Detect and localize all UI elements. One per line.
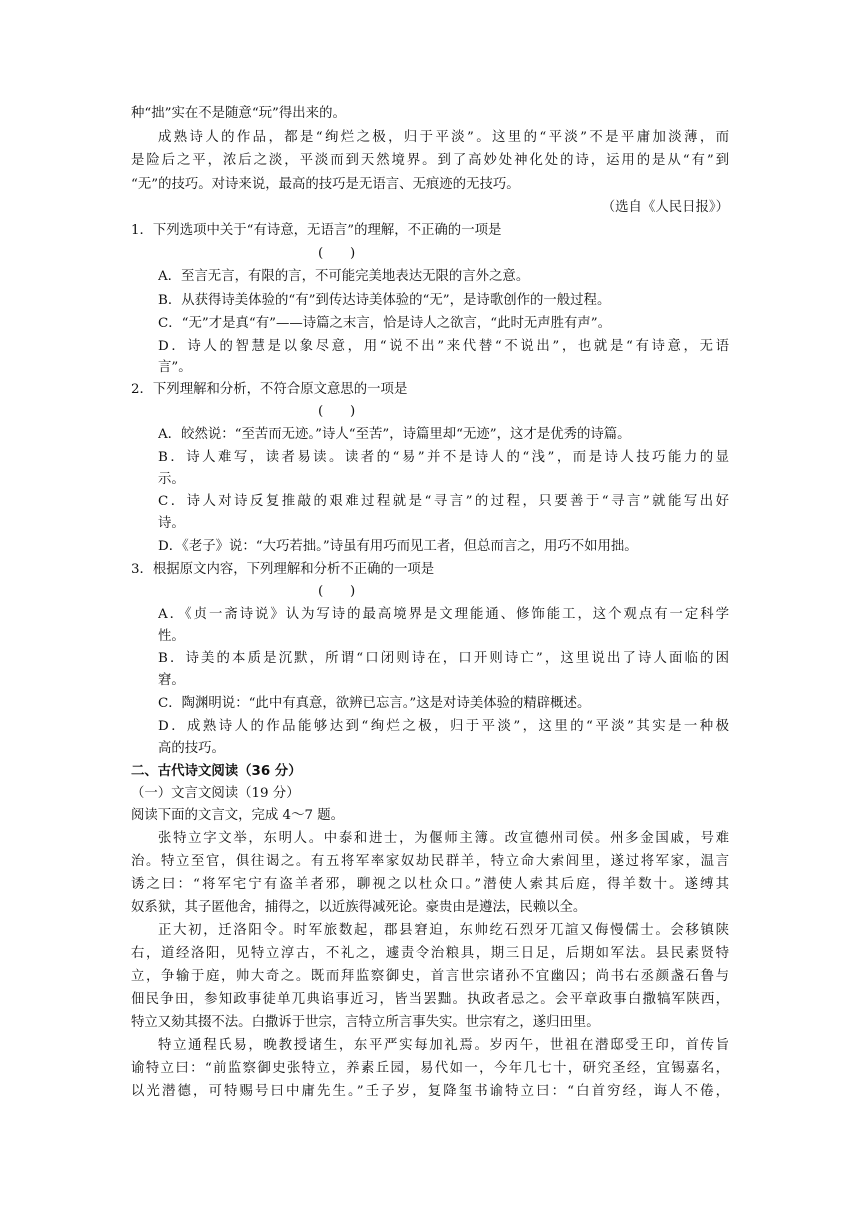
answer-blank: ( ) (318, 404, 356, 419)
passage-line: 种“拙”实在不是随意“玩”得出来的。 (131, 106, 346, 121)
question-1-stem: 1．下列选项中关于“有诗意，无语言”的理解，不正确的一项是 (131, 223, 502, 238)
answer-blank: ( ) (318, 246, 356, 261)
option-b: B．诗人难写，读者易读。读者的“易”并不是诗人的“浅”，而是诗人技巧能力的显 (158, 450, 729, 465)
option-a: A．至言无言，有限的言，不可能完美地表达无限的言外之意。 (158, 269, 530, 284)
classical-text-line: 立，争输于庭，帅大奇之。既而拜监察御史，首言世宗诸孙不宜幽囚；尚书右丞颜盏石鲁与 (131, 969, 729, 984)
instruction: 阅读下面的文言文，完成 4～7 题。 (131, 808, 345, 823)
question-3-stem: 3．根据原文内容，下列理解和分析不正确的一项是 (131, 562, 435, 577)
option-d-cont: 高的技巧。 (158, 741, 225, 756)
question-2-stem: 2．下列理解和分析，不符合原文意思的一项是 (131, 382, 408, 397)
option-d: D．诗人的智慧是以象尽意，用“说不出”来代替“不说出”，也就是“有诗意，无语 (158, 339, 729, 354)
passage-line: 是险后之平，浓后之淡，平淡而到天然境界。到了高妙处神化处的诗，运用的是从“有”到 (131, 153, 729, 168)
classical-text-line: 右，道经洛阳，见特立淳古，不礼之，遽责令治粮具，期三日足，后期如军法。县民素贤特 (131, 946, 729, 961)
classical-text-line: 谕特立曰：“前监察御史张特立，养素丘园，易代如一，今年几七十，研究圣经，宜锡嘉名， (131, 1061, 729, 1076)
classical-text-line: 诱之曰：“将军宅宁有盗羊者邪，聊视之以杜众口。”潜使人索其后庭，得羊数十。遂缚其 (131, 877, 729, 892)
classical-text-line: 以光潜德，可特赐号曰中庸先生。”壬子岁，复降玺书谕特立曰：“白首穷经，诲人不倦， (131, 1084, 729, 1099)
option-c: C．陶渊明说：“此中有真意，欲辨已忘言。”这是对诗美体验的精辟概述。 (158, 696, 591, 711)
option-d: D．成熟诗人的作品能够达到“绚烂之极，归于平淡”，这里的“平淡”其实是一种极 (158, 719, 729, 734)
subsection-heading: （一）文言文阅读（19 分） (131, 786, 300, 801)
passage-line: “无”的技巧。对诗来说，最高的技巧是无语言、无痕迹的无技巧。 (131, 177, 520, 192)
option-c: C．诗人对诗反复推敲的艰难过程就是“寻言”的过程，只要善于“寻言”就能写出好 (158, 494, 729, 509)
option-b: B．诗美的本质是沉默，所谓“口闭则诗在，口开则诗亡”，这里说出了诗人面临的困 (158, 651, 729, 666)
option-b-cont: 窘。 (158, 673, 185, 688)
option-c: C．“无”才是真“有”——诗篇之末言，恰是诗人之欲言，“此时无声胜有声”。 (158, 316, 612, 331)
option-a: A．《贞一斋诗说》认为写诗的最高境界是文理能通、修饰能工，这个观点有一定科学 (158, 607, 729, 622)
option-a-cont: 性。 (158, 629, 185, 644)
answer-blank: ( ) (318, 584, 356, 599)
classical-text-line: 正大初，迁洛阳令。时军旅数起，郡县窘迫，东帅纥石烈牙兀諠又侮慢儒士。会移镇陕 (158, 923, 729, 938)
option-a: A．皎然说：“至苦而无迹。”诗人“至苦”，诗篇里却“无迹”，这才是优秀的诗篇。 (158, 427, 631, 442)
option-d: D．《老子》说：“大巧若拙。”诗虽有用巧而见工者，但总而言之，用巧不如用拙。 (158, 539, 638, 554)
classical-text-line: 奴系狱，其子匿他舍，捕得之，以近族得减死论。豪贵由是遵法，民赖以全。 (131, 900, 587, 915)
classical-text-line: 佃民争田，参知政事徒单兀典谄事近习，皆当罢黜。执政者忌之。会平章政事白撒犒军陕西， (131, 992, 729, 1007)
option-b-cont: 示。 (158, 472, 185, 487)
option-d-cont: 言”。 (158, 360, 192, 375)
classical-text-line: 治。特立至官，俱往谒之。有五将军率家奴劫民群羊，特立命大索闾里，遂过将军家，温言 (131, 854, 729, 869)
section-heading: 二、古代诗文阅读（36 分） (131, 764, 302, 779)
passage-source: （选自《人民日报》） (601, 200, 729, 215)
classical-text-line: 张特立字文举，东明人。中泰和进士，为偃师主簿。改宣德州司侯。州多金国戚，号难 (158, 831, 729, 846)
option-b: B．从获得诗美体验的“有”到传达诗美体验的“无”，是诗歌创作的一般过程。 (158, 293, 611, 308)
classical-text-line: 特立通程氏易，晚教授诸生，东平严实每加礼焉。岁丙午，世祖在潜邸受王印，首传旨 (158, 1038, 729, 1053)
passage-line: 成熟诗人的作品，都是“绚烂之极，归于平淡”。这里的“平淡”不是平庸加淡薄，而 (158, 130, 729, 145)
option-c-cont: 诗。 (158, 516, 185, 531)
classical-text-line: 特立又劾其掇不法。白撒诉于世宗，言特立所言事失实。世宗宥之，遂归田里。 (131, 1015, 600, 1030)
